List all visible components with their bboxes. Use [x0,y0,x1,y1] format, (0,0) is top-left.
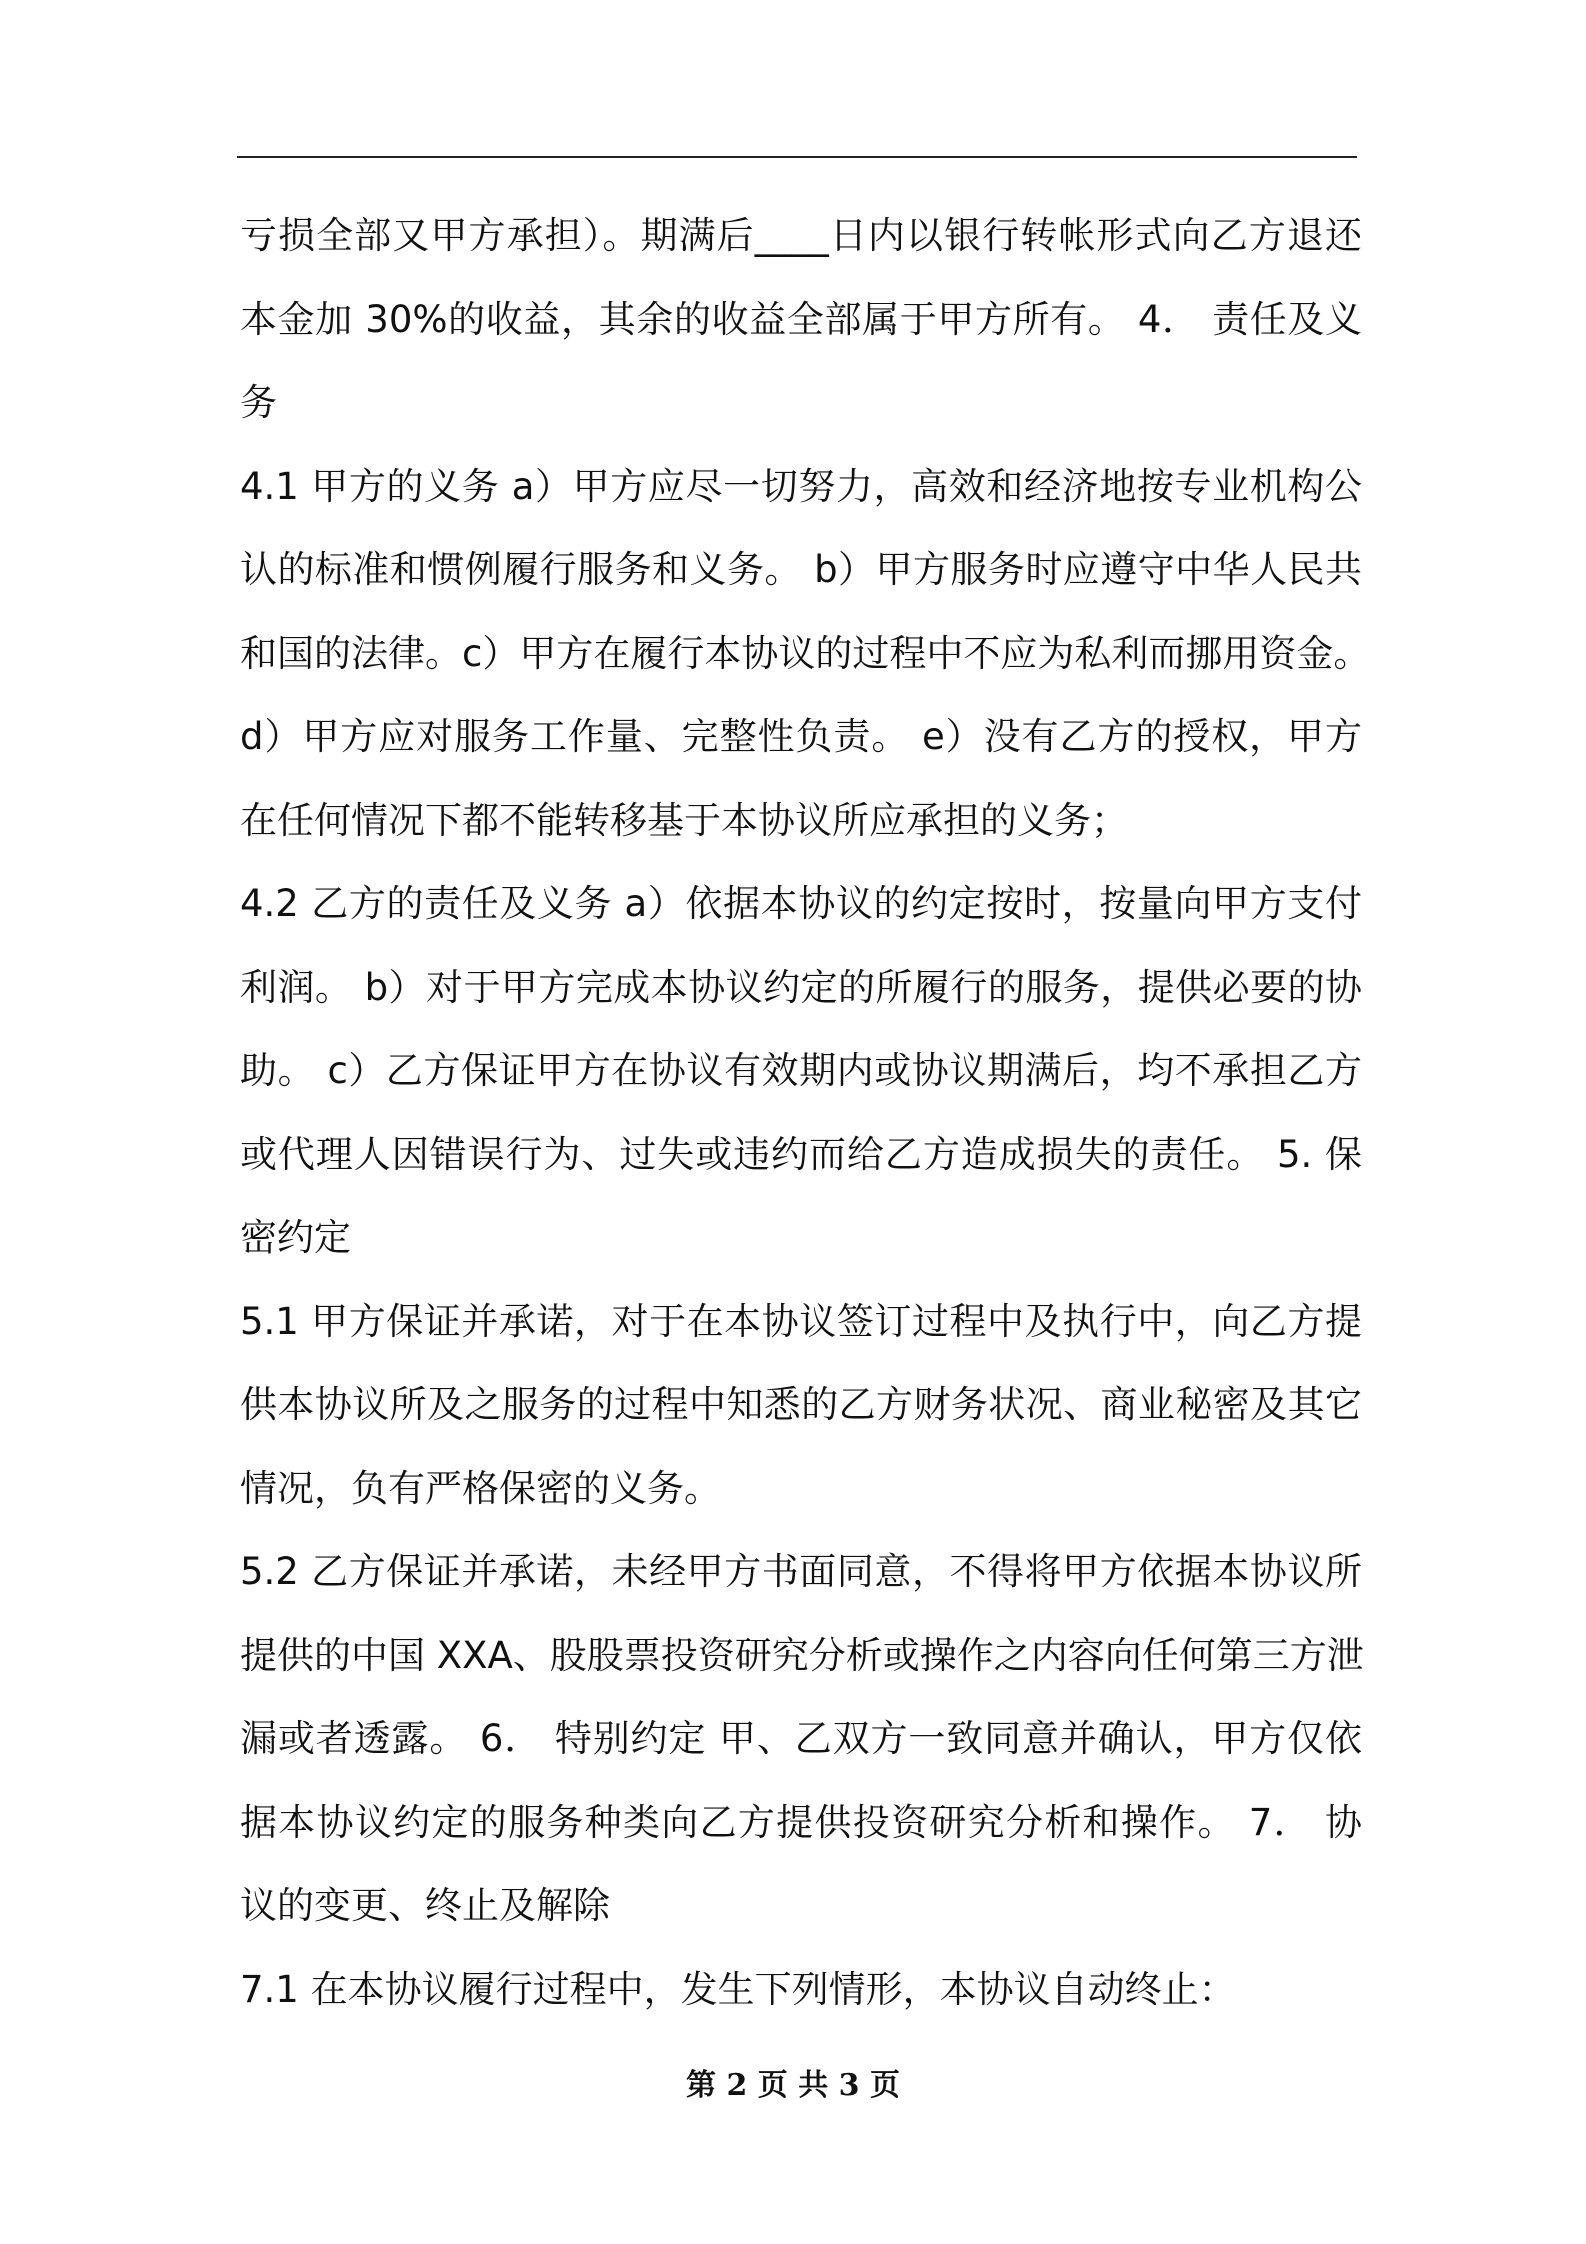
text-line-1: 亏损全部又甲方承担）。期满后____日内以银行转帐形式向乙方退还 [240,214,1362,257]
text-line-22: 7.1 在本协议履行过程中，发生下列情形，本协议自动终止： [240,1967,1236,2011]
text-line-19: 漏或者透露。 6． 特别约定 甲、乙双方一致同意并确认，甲方仅依 [240,1717,1362,1760]
text-line-18: 提供的中国 XXA、股股票投资研究分析或操作之内容向任何第三方泄 [240,1633,1364,1677]
text-line-5: 认的标准和惯例履行服务和义务。 b）甲方服务时应遵守中华人民共 [240,548,1362,591]
text-line-2: 本金加 30%的收益，其余的收益全部属于甲方所有。 4． 责任及义 [240,297,1362,341]
page-number: 第 2 页 共 3 页 [686,2068,900,2103]
header-divider [237,156,1357,158]
text-line-9: 4.2 乙方的责任及义务 a）依据本协议的约定按时，按量向甲方支付 [240,882,1362,925]
text-line-6: 和国的法律。c）甲方在履行本协议的过程中不应为私利而挪用资金。 [240,631,1371,675]
text-line-14: 5.1 甲方保证并承诺，对于在本协议签订过程中及执行中，向乙方提 [240,1299,1362,1343]
text-line-4: 4.1 甲方的义务 a）甲方应尽一切努力，高效和经济地按专业机构公 [240,464,1362,508]
text-line-13: 密约定 [240,1216,351,1259]
text-line-17: 5.2 乙方保证并承诺，未经甲方书面同意，不得将甲方依据本协议所 [240,1550,1362,1593]
text-line-3: 务 [240,381,277,424]
text-line-7: d）甲方应对服务工作量、完整性负责。 e）没有乙方的授权，甲方 [240,715,1362,758]
text-line-8: 在任何情况下都不能转移基于本协议所应承担的义务； [240,798,1128,842]
document-body [240,194,1371,2031]
text-line-15: 供本协议所及之服务的过程中知悉的乙方财务状况、商业秘密及其它 [240,1383,1362,1426]
text-line-16: 情况，负有严格保密的义务。 [240,1466,721,1510]
text-line-11: 助。 c）乙方保证甲方在协议有效期内或协议期满后，均不承担乙方 [240,1049,1362,1092]
text-line-20: 据本协议约定的服务种类向乙方提供投资研究分析和操作。 7． 协 [240,1800,1362,1844]
text-line-12: 或代理人因错误行为、过失或违约而给乙方造成损失的责任。 5. 保 [240,1132,1362,1176]
text-line-21: 议的变更、终止及解除 [240,1884,610,1927]
text-line-10: 利润。 b）对于甲方完成本协议约定的所履行的服务，提供必要的协 [240,965,1362,1009]
